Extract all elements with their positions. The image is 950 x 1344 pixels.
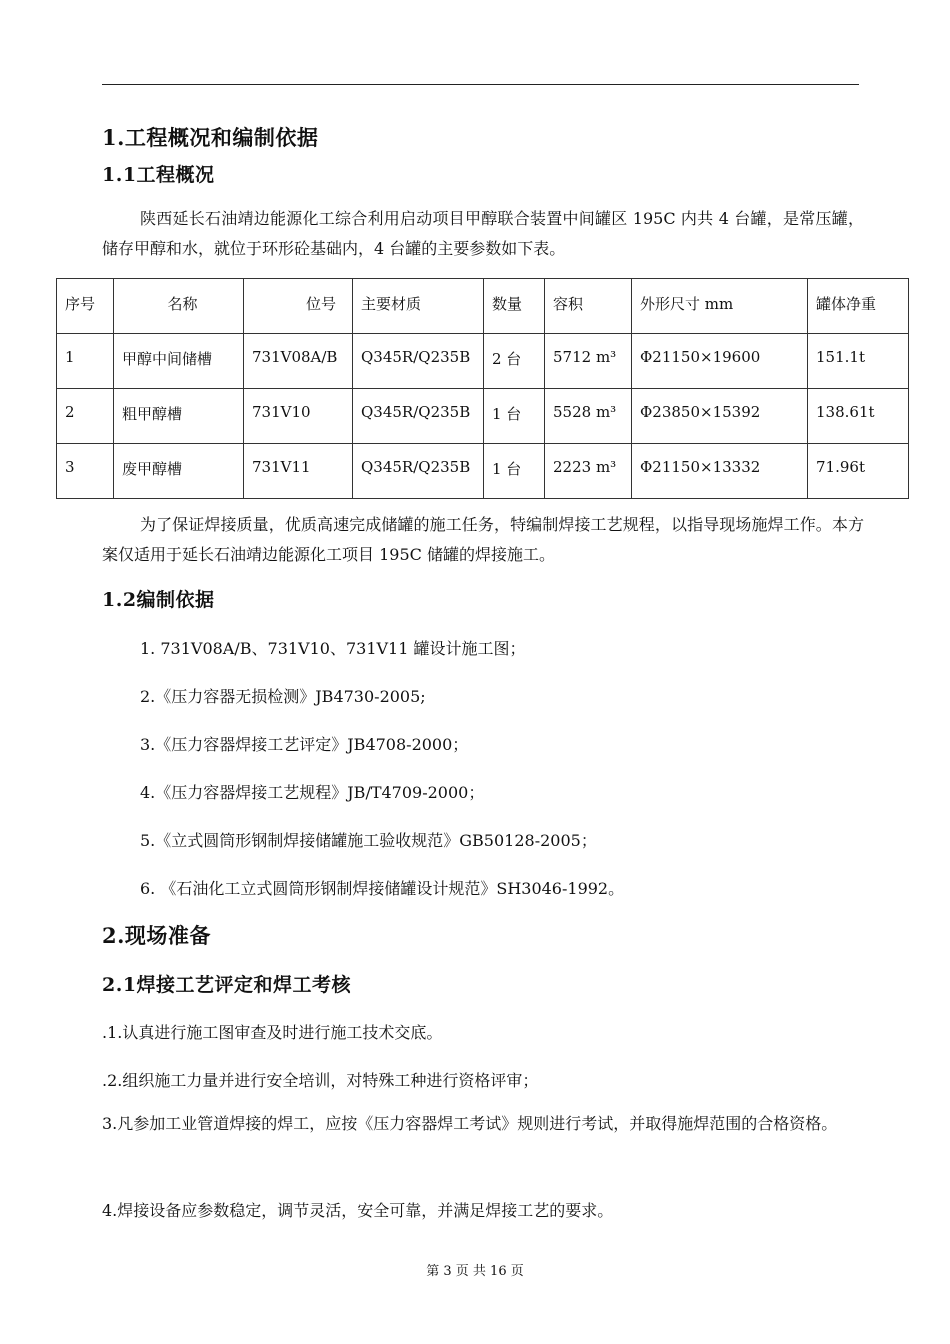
basis-item: 5.《立式圆筒形钢制焊接储罐施工验收规范》GB50128-2005； [140, 831, 597, 850]
section-1-2-title: 1.2编制依据 [102, 589, 215, 611]
table-cell: 151.1t [808, 334, 909, 389]
intro-paragraph: 陕西延长石油靖边能源化工综合利用启动项目甲醇联合装置中间罐区 195C 内共 4 台罐，是常压罐，储存甲醇和水，就位于环形砼基础内，4 台罐的主要参数如下表。 [102, 209, 864, 258]
header-cell: 数量 [484, 279, 545, 334]
table-cell: Q345R/Q235B [353, 389, 484, 444]
table-cell: 1 台 [484, 389, 545, 444]
table-cell: 废甲醇槽 [114, 444, 244, 499]
table-cell: Φ23850×15392 [632, 389, 808, 444]
header-cell: 名称 [114, 279, 244, 334]
table-cell: 1 [57, 334, 114, 389]
table-cell: 71.96t [808, 444, 909, 499]
header-cell: 外形尺寸 mm [632, 279, 808, 334]
basis-item: 1. 731V08A/B、731V10、731V11 罐设计施工图； [140, 639, 526, 658]
table-cell: Q345R/Q235B [353, 444, 484, 499]
table-cell: 1 台 [484, 444, 545, 499]
table-cell: 甲醇中间储槽 [114, 334, 244, 389]
table-cell: 粗甲醇槽 [114, 389, 244, 444]
page-number: 第 3 页 共 16 页 [426, 1264, 524, 1279]
table-cell: 731V11 [244, 444, 353, 499]
header-rule [102, 84, 859, 85]
table-row [57, 334, 909, 389]
section-1-1-title: 1.1工程概况 [102, 164, 215, 186]
table-cell: 731V08A/B [244, 334, 353, 389]
table-cell: 3 [57, 444, 114, 499]
table-row [57, 389, 909, 444]
scope-paragraph: 为了保证焊接质量，优质高速完成储罐的施工任务，特编制焊接工艺规程，以指导现场施焊工作。本方案仅适用于延长石油靖边能源化工项目 195C 储罐的焊接施工。 [102, 515, 864, 564]
header-cell: 位号 [244, 279, 353, 334]
table-cell: Q345R/Q235B [353, 334, 484, 389]
section-1-title: 1.工程概况和编制依据 [102, 125, 319, 150]
table-cell: Φ21150×13332 [632, 444, 808, 499]
header-cell: 容积 [545, 279, 632, 334]
section-2-1-title: 2.1焊接工艺评定和焊工考核 [102, 974, 352, 996]
prep-item: 4.焊接设备应参数稳定，调节灵活，安全可靠，并满足焊接工艺的要求。 [102, 1201, 614, 1220]
basis-item: 6. 《石油化工立式圆筒形钢制焊接储罐设计规范》SH3046-1992。 [140, 879, 625, 898]
section-2-title: 2.现场准备 [102, 923, 211, 948]
tank-parameter-table [56, 278, 909, 499]
table-row [57, 444, 909, 499]
table-cell: 2 台 [484, 334, 545, 389]
basis-item: 4.《压力容器焊接工艺规程》JB/T4709-2000； [140, 783, 485, 802]
table-cell: 2 [57, 389, 114, 444]
prep-item: 3.凡参加工业管道焊接的焊工，应按《压力容器焊工考试》规则进行考试，并取得施焊范围的合格资格。 [102, 1114, 838, 1133]
prep-item: .2.组织施工力量并进行安全培训，对特殊工种进行资格评审； [102, 1071, 539, 1090]
table-cell: 5712 m³ [545, 334, 632, 389]
table-header-row [57, 279, 909, 334]
table-cell: 731V10 [244, 389, 353, 444]
table-cell: Φ21150×19600 [632, 334, 808, 389]
table-cell: 2223 m³ [545, 444, 632, 499]
basis-item: 3.《压力容器焊接工艺评定》JB4708-2000； [140, 735, 469, 754]
header-cell: 主要材质 [353, 279, 484, 334]
basis-item: 2.《压力容器无损检测》JB4730-2005; [140, 687, 426, 706]
table-cell: 5528 m³ [545, 389, 632, 444]
header-cell: 罐体净重 [808, 279, 909, 334]
table-cell: 138.61t [808, 389, 909, 444]
prep-item: .1.认真进行施工图审查及时进行施工技术交底。 [102, 1023, 443, 1042]
header-cell: 序号 [57, 279, 114, 334]
